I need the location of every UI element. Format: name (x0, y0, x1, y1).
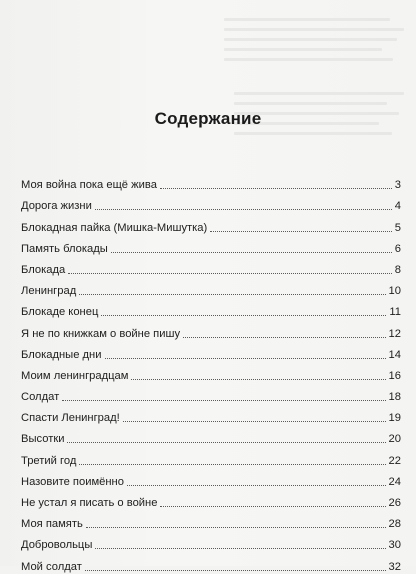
dot-leader (62, 400, 385, 401)
dot-leader (160, 506, 385, 507)
toc-entry (21, 171, 401, 192)
toc-entry-title: Моя война пока ещё жива (21, 179, 157, 192)
page-title: Содержание (154, 109, 262, 128)
toc-entry (21, 468, 401, 489)
toc-entry-page-number: 32 (388, 560, 401, 573)
dot-leader (86, 527, 386, 528)
dot-leader (67, 442, 385, 443)
toc-entry-title: Блокадные дни (21, 348, 102, 361)
toc-entry-title: Мой солдат (21, 560, 82, 573)
dot-leader (101, 315, 386, 316)
toc-entry-title: Блокадная пайка (Мишка-Мишутка) (21, 221, 208, 234)
dot-leader (68, 273, 392, 274)
toc-entry (21, 404, 401, 425)
toc-entry-page-number: 18 (388, 391, 401, 404)
dot-leader (95, 548, 385, 549)
table-of-contents (21, 171, 401, 574)
toc-entry-title: Память блокады (21, 242, 108, 255)
toc-entry (21, 531, 401, 552)
toc-entry-title: Моя память (21, 518, 83, 531)
toc-entry-page-number: 16 (388, 369, 401, 382)
toc-entry-page-number: 30 (388, 539, 401, 552)
show-through-text-top (224, 18, 404, 68)
toc-entry-page-number: 28 (388, 518, 401, 531)
dot-leader (85, 570, 386, 571)
dot-leader (127, 485, 386, 486)
toc-entry-title: Блокада (21, 263, 66, 276)
toc-entry (21, 235, 401, 256)
toc-entry-page-number: 19 (388, 412, 401, 425)
dot-leader (95, 209, 392, 210)
toc-entry-title: Высотки (21, 433, 65, 446)
toc-entry (21, 298, 401, 319)
toc-entry (21, 341, 401, 362)
toc-entry-title: Я не по книжкам о войне пишу (21, 327, 181, 340)
toc-entry-page-number: 3 (394, 179, 401, 192)
dot-leader (111, 252, 392, 253)
toc-entry-page-number: 10 (388, 285, 401, 298)
toc-entry (21, 383, 401, 404)
toc-entry-title: Не устал я писать о войне (21, 497, 158, 509)
toc-entry-page-number: 8 (394, 263, 401, 276)
toc-entry-page-number: 20 (388, 433, 401, 446)
toc-entry (21, 510, 401, 531)
toc-entry-title: Спасти Ленинград! (21, 412, 120, 425)
toc-entry (21, 552, 401, 573)
toc-entry-page-number: 14 (388, 348, 401, 361)
dot-leader (160, 188, 392, 189)
dot-leader (183, 337, 385, 338)
toc-entry (21, 213, 401, 234)
toc-entry (21, 362, 401, 383)
dot-leader (123, 421, 386, 422)
toc-entry-title: Моим ленинградцам (21, 369, 129, 382)
toc-entry (21, 256, 401, 277)
toc-entry-title: Назовите поимённо (21, 475, 124, 488)
toc-entry (21, 425, 401, 446)
toc-entry (21, 489, 401, 510)
toc-entry-title: Солдат (21, 391, 60, 404)
toc-entry-page-number: 24 (388, 475, 401, 488)
toc-entry (21, 319, 401, 340)
toc-entry-title: Ленинград (21, 285, 77, 298)
toc-entry (21, 192, 401, 213)
toc-entry (21, 446, 401, 467)
dot-leader (105, 358, 386, 359)
toc-entry-page-number: 26 (388, 497, 401, 509)
toc-entry-page-number: 5 (394, 221, 401, 234)
toc-entry (21, 277, 401, 298)
toc-entry-page-number: 12 (388, 327, 401, 340)
dot-leader (210, 231, 392, 232)
toc-entry-page-number: 22 (388, 454, 401, 467)
toc-entry-title: Блокаде конец (21, 306, 99, 319)
dot-leader (79, 464, 385, 465)
toc-entry-page-number: 6 (394, 242, 401, 255)
toc-entry-page-number: 11 (389, 306, 401, 319)
toc-entry-page-number: 4 (394, 200, 401, 213)
dot-leader (79, 294, 385, 295)
toc-entry-title: Дорога жизни (21, 200, 92, 213)
toc-entry-title: Третий год (21, 454, 77, 467)
dot-leader (131, 379, 385, 380)
toc-entry-title: Добровольцы (21, 539, 93, 552)
